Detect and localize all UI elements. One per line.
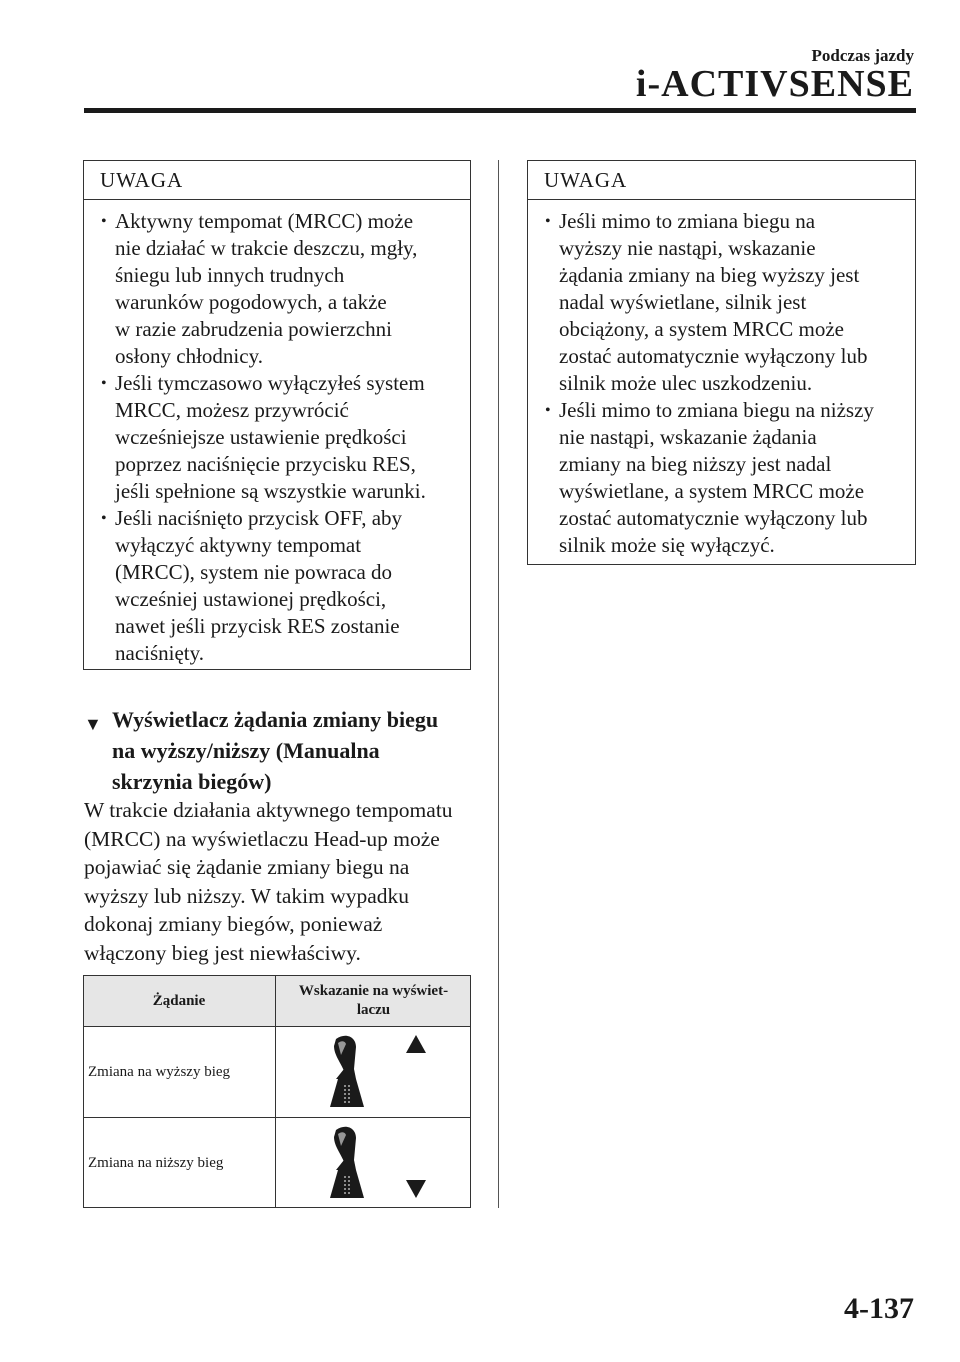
note-box-right: [527, 160, 916, 565]
note-line: Aktywny tempomat (MRCC) może: [115, 209, 414, 233]
note-line: wyłączyć aktywny tempomat: [115, 533, 362, 557]
note-line: wcześniejsze ustawienie prędkości: [115, 425, 407, 449]
header-section-label: Podczas jazdy: [811, 46, 914, 65]
note-line: Jeśli mimo to zmiana biegu na niższy: [559, 398, 874, 422]
note-line: silnik może się wyłączyć.: [559, 533, 775, 557]
table-row: [84, 1118, 470, 1208]
note-line: śniegu lub innych trudnych: [115, 263, 345, 287]
row-label: Zmiana na niższy bieg: [88, 1154, 224, 1171]
note-line: silnik może ulec uszkodzeniu.: [559, 371, 813, 395]
col-header-line: laczu: [356, 1002, 391, 1018]
heading-line: skrzynia biegów): [112, 769, 272, 794]
paragraph-line: pojawiać się żądanie zmiany biegu na: [84, 855, 410, 879]
note-title: UWAGA: [528, 161, 915, 200]
bullet-dot-icon: •: [545, 213, 551, 230]
display-indicator-cell: [275, 1118, 471, 1208]
note-title: UWAGA: [84, 161, 470, 200]
note-item: [542, 208, 901, 397]
column-divider: [498, 160, 499, 1208]
header-chapter-title: i-ACTIVSENSE: [635, 63, 914, 105]
heading-line: Wyświetlacz żądania zmiany biegu: [112, 707, 439, 732]
header-rule: [84, 108, 916, 113]
note-line: zostać automatycznie wyłączony lub: [559, 344, 868, 368]
note-item: [542, 397, 901, 559]
note-item: [98, 208, 456, 370]
section-heading: [84, 704, 474, 797]
col-header-display: [275, 976, 471, 1026]
note-item: [98, 370, 456, 505]
col-header-request: Żądanie: [152, 992, 206, 1009]
note-line: nadal wyświetlane, silnik jest: [559, 290, 807, 314]
note-line: osłony chłodnicy.: [115, 344, 263, 368]
note-line: MRCC, możesz przywrócić: [115, 398, 349, 422]
paragraph-line: wyższy lub niższy. W takim wypadku: [84, 883, 410, 908]
bullet-dot-icon: •: [101, 213, 107, 230]
heading-line: na wyższy/niższy (Manualna: [112, 738, 380, 763]
note-line: jeśli spełnione są wszystkie warunki.: [115, 479, 426, 503]
display-indicator-cell: [275, 1027, 471, 1117]
gear-shift-up-icon: [314, 1033, 434, 1111]
bullet-dot-icon: •: [101, 375, 107, 392]
bullet-dot-icon: •: [545, 402, 551, 419]
table-row: [84, 1027, 470, 1118]
note-body: [84, 200, 470, 677]
note-line: (MRCC), system nie powraca do: [115, 560, 393, 584]
note-line: zmiany na bieg niższy jest nadal: [559, 452, 832, 476]
note-line: wcześniej ustawionej prędkości,: [115, 587, 387, 611]
note-line: wyższy nie nastąpi, wskazanie: [559, 236, 816, 260]
note-line: nie nastąpi, wskazanie żądania: [559, 425, 817, 449]
paragraph-line: W trakcie działania aktywnego tempomatu: [84, 798, 453, 822]
page-number: 4-137: [844, 1292, 914, 1325]
note-box-left: [83, 160, 471, 670]
gear-shift-down-icon: [314, 1124, 434, 1202]
note-line: warunków pogodowych, a także: [115, 290, 387, 314]
note-line: Jeśli naciśnięto przycisk OFF, aby: [115, 506, 403, 530]
body-paragraph: [84, 796, 476, 967]
note-line: obciążony, a system MRCC może: [559, 317, 845, 341]
note-item: [98, 505, 456, 667]
row-label: Zmiana na wyższy bieg: [88, 1063, 231, 1080]
note-line: nie działać w trakcie deszczu, mgły,: [115, 236, 418, 260]
note-line: nawet jeśli przycisk RES zostanie: [115, 614, 400, 638]
note-line: Jeśli mimo to zmiana biegu na: [559, 209, 816, 233]
note-line: Jeśli tymczasowo wyłączyłeś system: [115, 371, 425, 395]
bullet-dot-icon: •: [101, 510, 107, 527]
note-line: w razie zabrudzenia powierzchni: [115, 317, 392, 341]
paragraph-line: (MRCC) na wyświetlaczu Head-up może: [84, 826, 440, 851]
triangle-down-icon: ▼: [84, 714, 102, 734]
note-line: naciśnięty.: [115, 641, 205, 665]
table-header: [84, 976, 470, 1027]
note-line: poprzez naciśnięcie przycisku RES,: [115, 452, 416, 476]
paragraph-line: dokonaj zmiany biegów, ponieważ: [84, 912, 383, 936]
note-line: zostać automatycznie wyłączony lub: [559, 506, 868, 530]
note-line: wyświetlane, a system MRCC może: [559, 479, 865, 503]
paragraph-line: włączony bieg jest niewłaściwy.: [84, 940, 361, 965]
col-header-line: Wskazanie na wyświet-: [298, 983, 449, 999]
shift-request-table: [83, 975, 471, 1208]
note-body: [528, 200, 915, 569]
note-line: żądania zmiany na bieg wyższy jest: [559, 263, 860, 287]
